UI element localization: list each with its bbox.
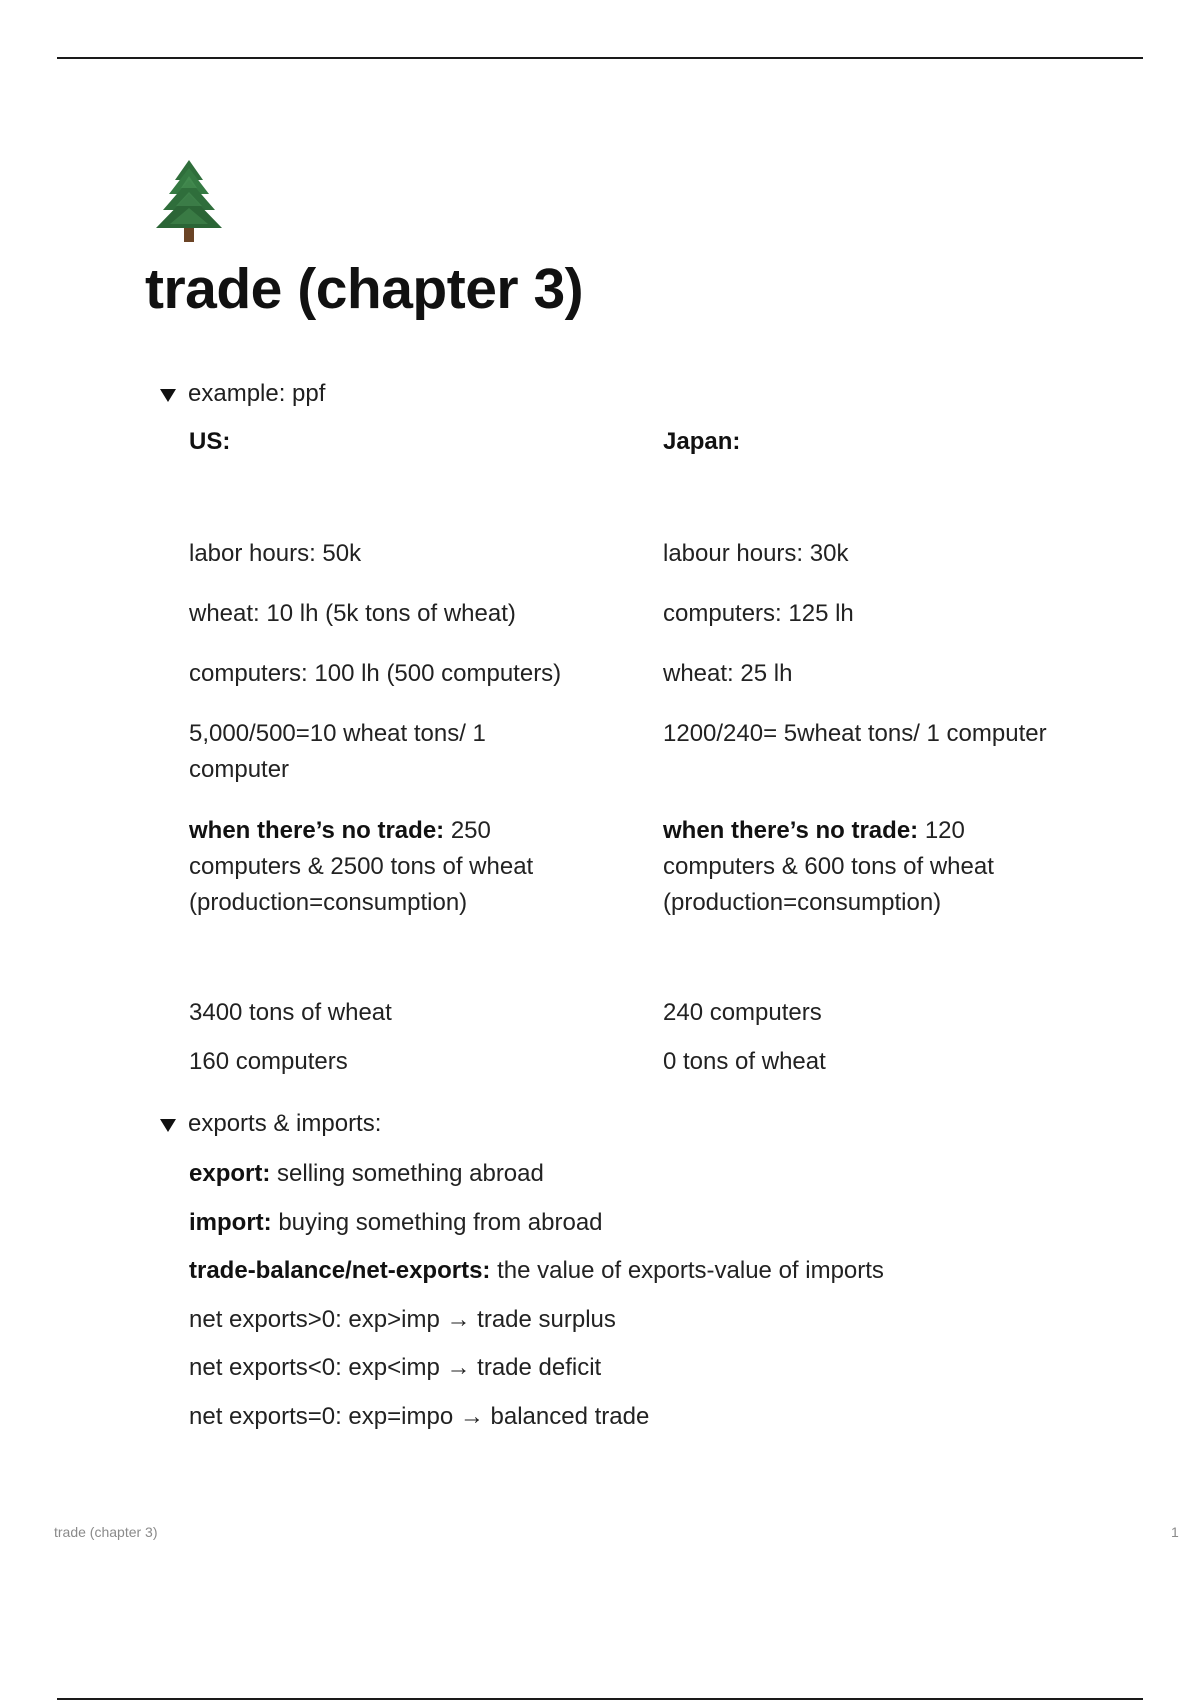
toggle-example-ppf[interactable] [160, 380, 325, 408]
import-term: import: [189, 1209, 272, 1236]
page-title: trade (chapter 3) [145, 257, 584, 321]
us-heading: US: [189, 428, 231, 455]
toggle-exports-imports[interactable] [160, 1110, 381, 1138]
us-no-trade-label: when there’s no trade: [189, 817, 445, 844]
japan-labour-hours: labour hours: 30k [663, 540, 849, 567]
export-definition [189, 1156, 1089, 1192]
trade-balance-definition [189, 1253, 1089, 1289]
page-number: 1 [1171, 1524, 1179, 1540]
footer-title: trade (chapter 3) [54, 1524, 158, 1540]
japan-ratio: 1200/240= 5wheat tons/ 1 computer [663, 720, 1047, 747]
japan-after-trade-wheat: 0 tons of wheat [663, 1048, 826, 1075]
import-text: buying something from abroad [271, 1209, 603, 1236]
top-rule [57, 57, 1143, 59]
japan-computers: computers: 125 lh [663, 600, 854, 627]
trade-balance-text: the value of exports-value of imports [490, 1257, 884, 1284]
trade-balance-term: trade-balance/net-exports: [189, 1257, 491, 1284]
japan-no-trade [663, 813, 1063, 921]
us-computers: computers: 100 lh (500 computers) [189, 660, 562, 687]
japan-no-trade-label: when there’s no trade: [663, 817, 919, 844]
us-labor-hours: labor hours: 50k [189, 540, 362, 567]
us-no-trade-text: 250 computers & 2500 tons of wheat (production=consumption) [189, 817, 534, 916]
us-ratio: 5,000/500=10 wheat tons/ 1 computer [189, 720, 486, 783]
export-text: selling something abroad [270, 1160, 544, 1187]
evergreen-tree-icon [148, 158, 230, 246]
us-wheat: wheat: 10 lh (5k tons of wheat) [189, 600, 516, 627]
export-term: export: [189, 1160, 271, 1187]
toggle-label: example: ppf [188, 380, 326, 407]
balanced-trade-line: net exports=0: exp=impo → balanced trade [189, 1403, 650, 1430]
japan-after-trade-computers: 240 computers [663, 999, 822, 1026]
japan-heading: Japan: [663, 428, 741, 455]
japan-no-trade-text: 120 computers & 600 tons of wheat (production=consumption) [663, 817, 994, 916]
trade-deficit-line: net exports<0: exp<imp → trade deficit [189, 1354, 602, 1381]
triangle-down-icon[interactable] [160, 389, 176, 402]
us-after-trade-wheat: 3400 tons of wheat [189, 999, 392, 1026]
us-no-trade [189, 813, 579, 921]
import-definition [189, 1205, 1089, 1241]
us-after-trade-computers: 160 computers [189, 1048, 348, 1075]
japan-wheat: wheat: 25 lh [663, 660, 793, 687]
triangle-down-icon[interactable] [160, 1119, 176, 1132]
trade-surplus-line: net exports>0: exp>imp → trade surplus [189, 1306, 616, 1333]
toggle-label: exports & imports: [188, 1110, 382, 1137]
